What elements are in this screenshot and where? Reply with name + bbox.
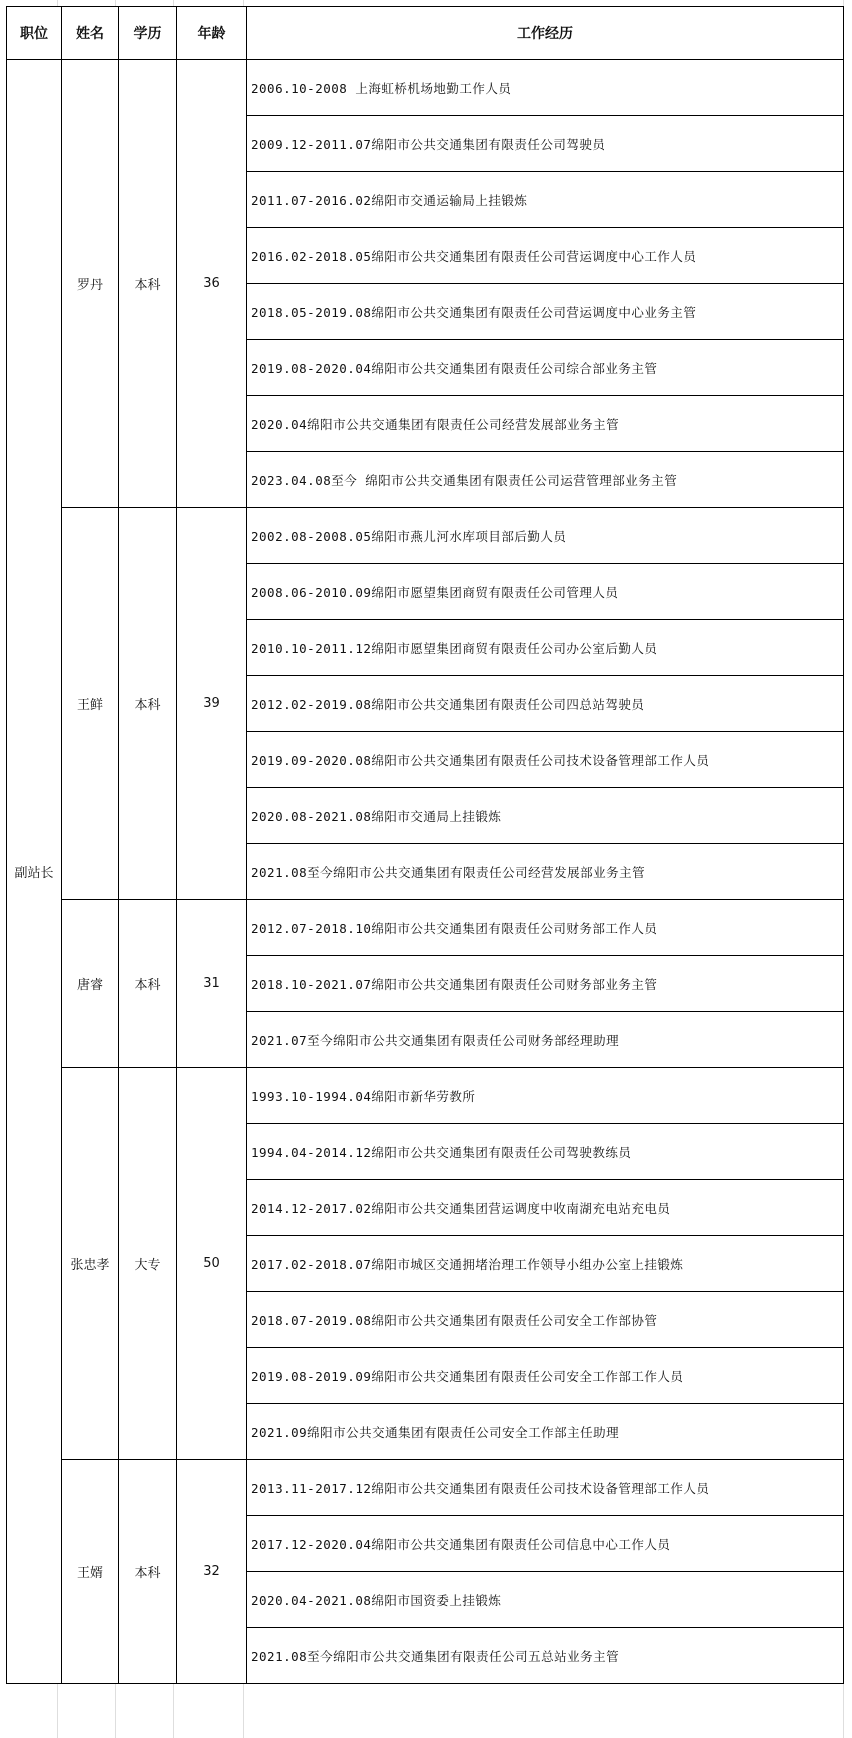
education-cell: 本科 — [119, 60, 177, 508]
table-row — [7, 508, 844, 564]
education-cell: 本科 — [119, 508, 177, 900]
table-row — [7, 60, 844, 116]
experience-cell: 2017.02-2018.07绵阳市城区交通拥堵治理工作领导小组办公室上挂锻炼 — [247, 1236, 844, 1292]
name-cell: 王婿 — [62, 1460, 119, 1684]
resume-table — [6, 6, 844, 1684]
table-body — [7, 60, 844, 1684]
experience-cell: 2018.10-2021.07绵阳市公共交通集团有限责任公司财务部业务主管 — [247, 956, 844, 1012]
position-cell: 副站长 — [7, 60, 62, 1684]
experience-cell: 2020.04绵阳市公共交通集团有限责任公司经营发展部业务主管 — [247, 396, 844, 452]
experience-cell: 2020.04-2021.08绵阳市国资委上挂锻炼 — [247, 1572, 844, 1628]
header-experience: 工作经历 — [247, 7, 844, 60]
experience-cell: 2021.08至今绵阳市公共交通集团有限责任公司五总站业务主管 — [247, 1628, 844, 1684]
header-position: 职位 — [7, 7, 62, 60]
experience-cell: 2011.07-2016.02绵阳市交通运输局上挂锻炼 — [247, 172, 844, 228]
experience-cell: 2019.09-2020.08绵阳市公共交通集团有限责任公司技术设备管理部工作人员 — [247, 732, 844, 788]
table-row — [7, 1068, 844, 1124]
experience-cell: 2006.10-2008 上海虹桥机场地勤工作人员 — [247, 60, 844, 116]
education-cell: 大专 — [119, 1068, 177, 1460]
experience-cell: 2019.08-2020.04绵阳市公共交通集团有限责任公司综合部业务主管 — [247, 340, 844, 396]
experience-cell: 2012.02-2019.08绵阳市公共交通集团有限责任公司四总站驾驶员 — [247, 676, 844, 732]
header-name: 姓名 — [62, 7, 119, 60]
experience-cell: 2013.11-2017.12绵阳市公共交通集团有限责任公司技术设备管理部工作人员 — [247, 1460, 844, 1516]
age-cell: 36 — [177, 60, 247, 508]
experience-cell: 2018.07-2019.08绵阳市公共交通集团有限责任公司安全工作部协管 — [247, 1292, 844, 1348]
name-cell: 唐睿 — [62, 900, 119, 1068]
experience-cell: 2019.08-2019.09绵阳市公共交通集团有限责任公司安全工作部工作人员 — [247, 1348, 844, 1404]
header-row — [7, 7, 844, 60]
education-cell: 本科 — [119, 1460, 177, 1684]
education-cell: 本科 — [119, 900, 177, 1068]
experience-cell: 2009.12-2011.07绵阳市公共交通集团有限责任公司驾驶员 — [247, 116, 844, 172]
experience-cell: 2012.07-2018.10绵阳市公共交通集团有限责任公司财务部工作人员 — [247, 900, 844, 956]
header-education: 学历 — [119, 7, 177, 60]
name-cell: 张忠孝 — [62, 1068, 119, 1460]
age-cell: 50 — [177, 1068, 247, 1460]
experience-cell: 2008.06-2010.09绵阳市愿望集团商贸有限责任公司管理人员 — [247, 564, 844, 620]
experience-cell: 1994.04-2014.12绵阳市公共交通集团有限责任公司驾驶教练员 — [247, 1124, 844, 1180]
name-cell: 王鲜 — [62, 508, 119, 900]
experience-cell: 2021.07至今绵阳市公共交通集团有限责任公司财务部经理助理 — [247, 1012, 844, 1068]
experience-cell: 2016.02-2018.05绵阳市公共交通集团有限责任公司营运调度中心工作人员 — [247, 228, 844, 284]
experience-cell: 2017.12-2020.04绵阳市公共交通集团有限责任公司信息中心工作人员 — [247, 1516, 844, 1572]
table-row — [7, 1460, 844, 1516]
experience-cell: 2014.12-2017.02绵阳市公共交通集团营运调度中收南湖充电站充电员 — [247, 1180, 844, 1236]
age-cell: 31 — [177, 900, 247, 1068]
table-row — [7, 900, 844, 956]
experience-cell: 1993.10-1994.04绵阳市新华劳教所 — [247, 1068, 844, 1124]
name-cell: 罗丹 — [62, 60, 119, 508]
experience-cell: 2021.09绵阳市公共交通集团有限责任公司安全工作部主任助理 — [247, 1404, 844, 1460]
header-age: 年龄 — [177, 7, 247, 60]
experience-cell: 2002.08-2008.05绵阳市燕儿河水库项目部后勤人员 — [247, 508, 844, 564]
experience-cell: 2018.05-2019.08绵阳市公共交通集团有限责任公司营运调度中心业务主管 — [247, 284, 844, 340]
experience-cell: 2020.08-2021.08绵阳市交通局上挂锻炼 — [247, 788, 844, 844]
experience-cell: 2023.04.08至今 绵阳市公共交通集团有限责任公司运营管理部业务主管 — [247, 452, 844, 508]
experience-cell: 2010.10-2011.12绵阳市愿望集团商贸有限责任公司办公室后勤人员 — [247, 620, 844, 676]
age-cell: 32 — [177, 1460, 247, 1684]
age-cell: 39 — [177, 508, 247, 900]
experience-cell: 2021.08至今绵阳市公共交通集团有限责任公司经营发展部业务主管 — [247, 844, 844, 900]
